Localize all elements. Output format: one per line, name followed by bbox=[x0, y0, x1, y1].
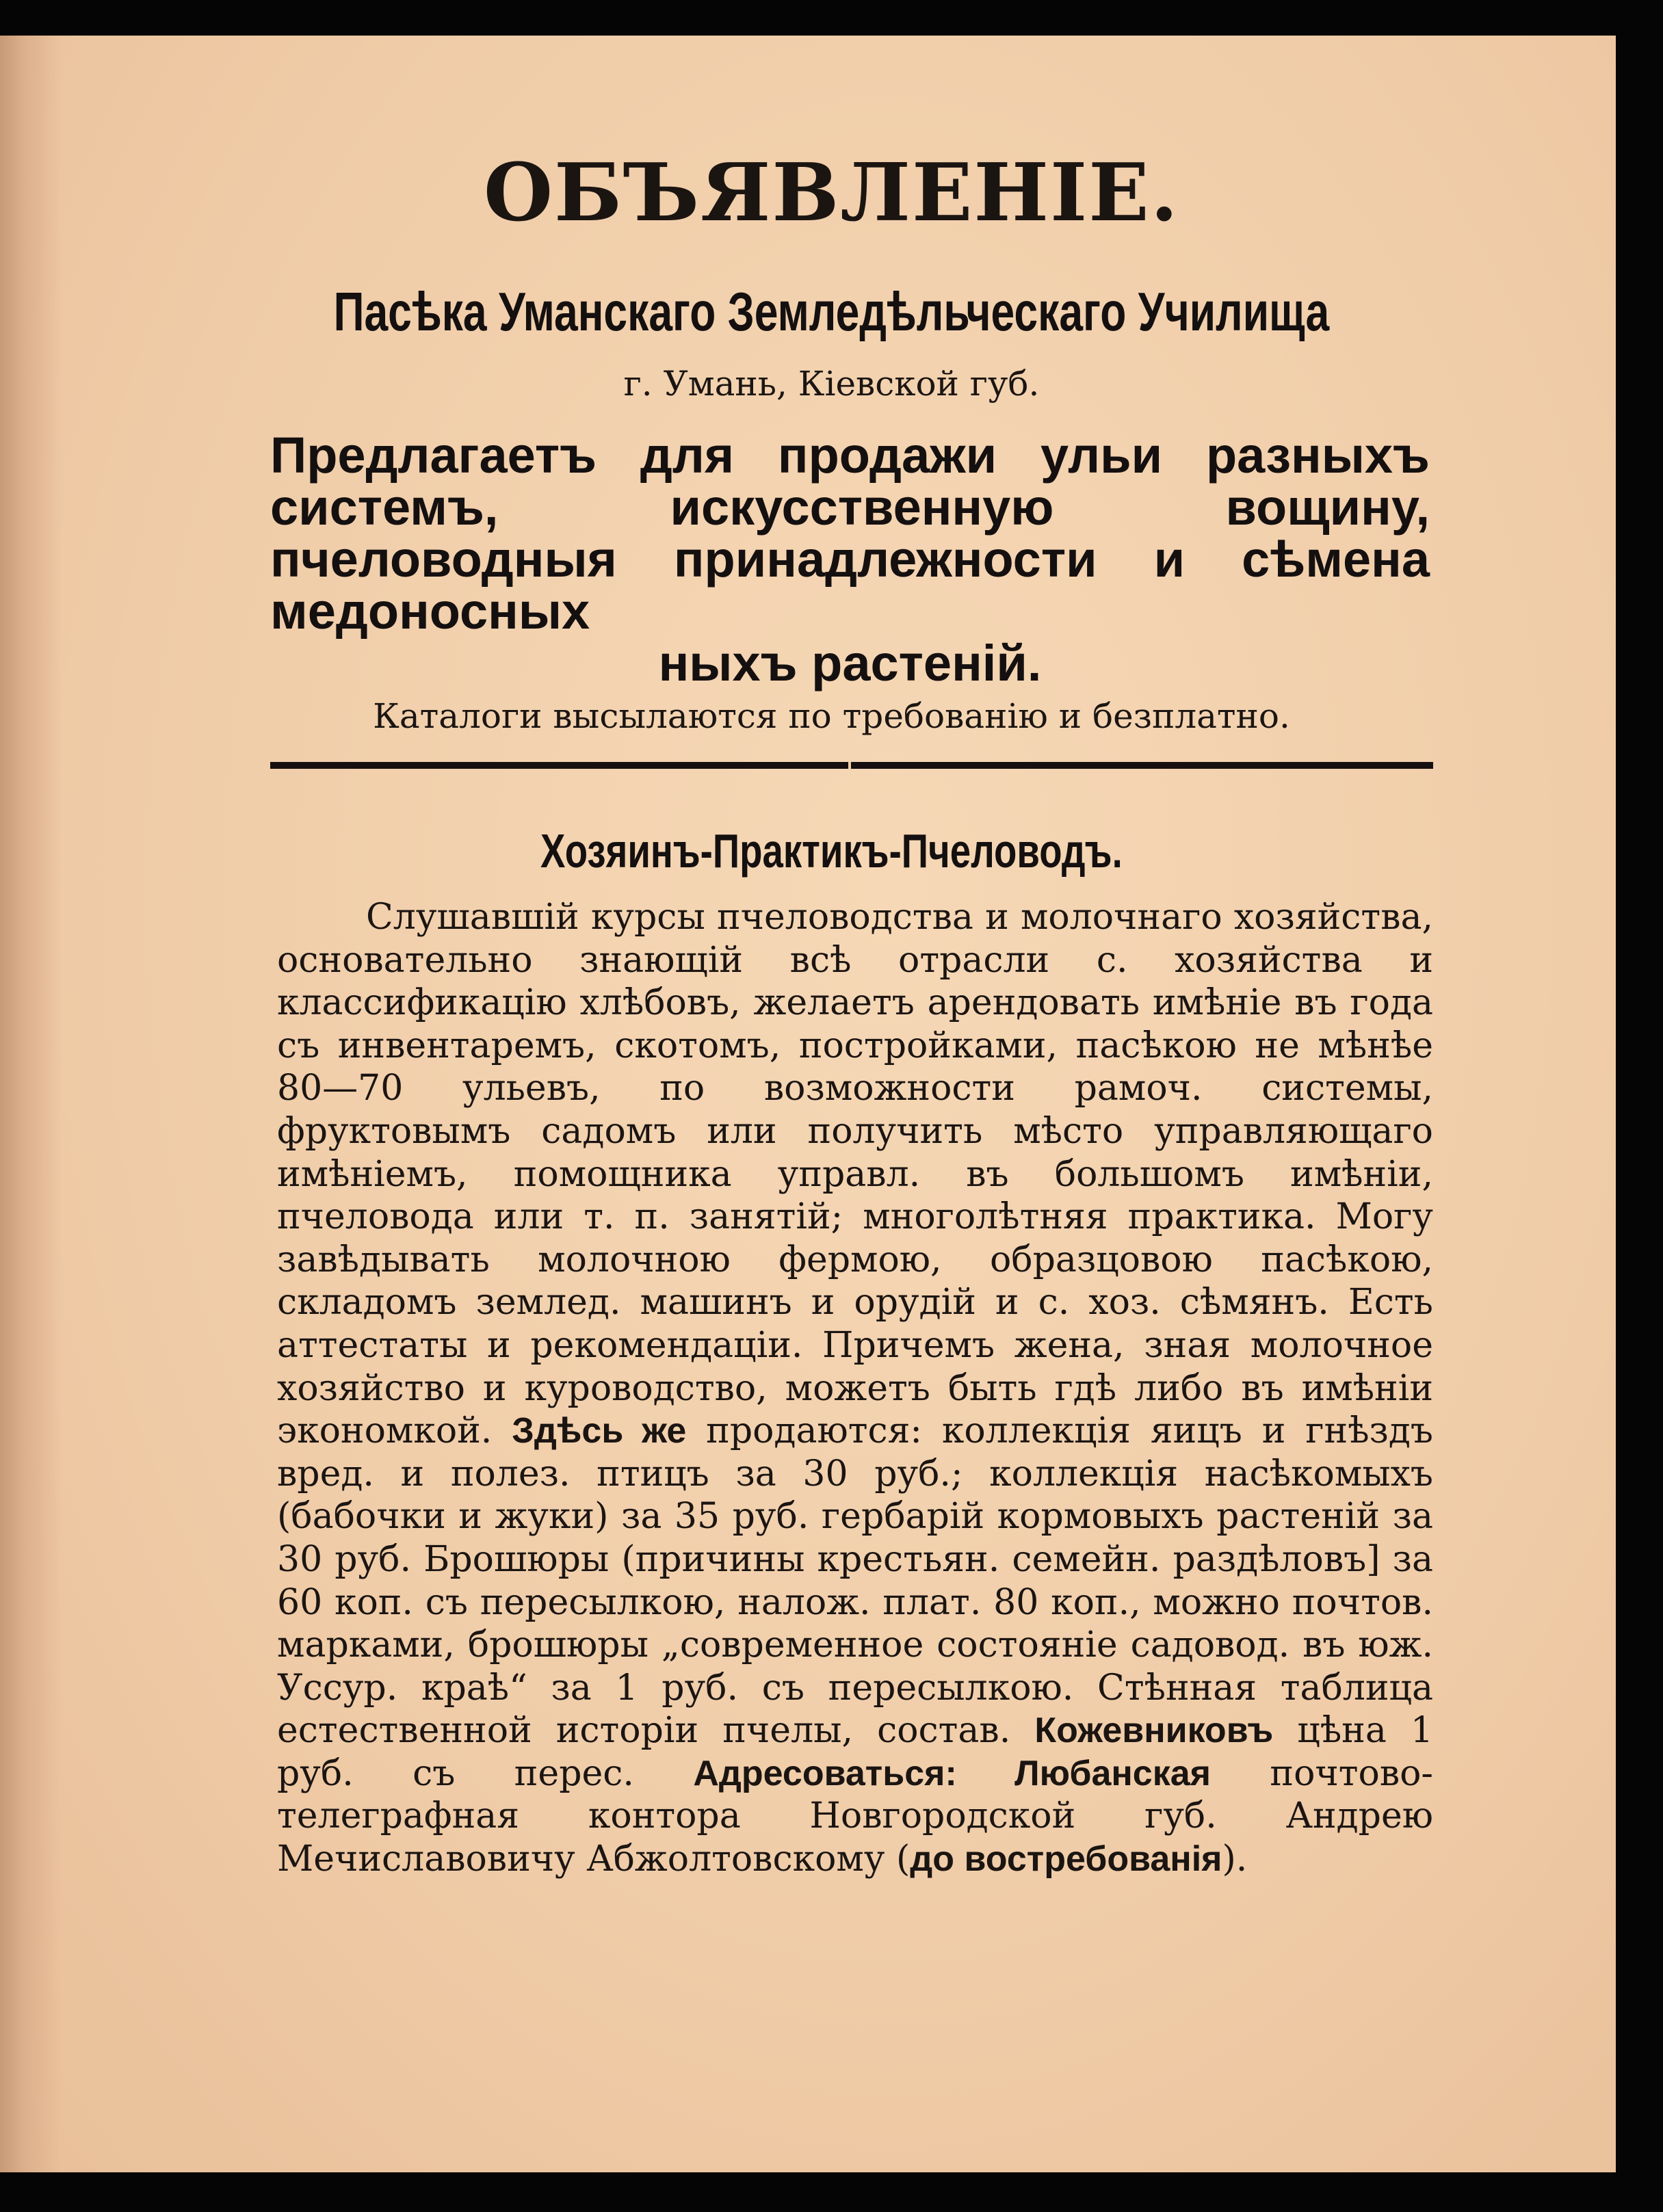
ad-bold-author: Кожевниковъ bbox=[1034, 1711, 1274, 1751]
ad-bold-address: Адресоваться: Любанская bbox=[693, 1753, 1211, 1793]
ad-text-2: продаются: коллекція яицъ и гнѣздъ вред. и полез. птицъ за 30 руб.; коллекція насѣкомыхъ (бабочки и жуки) за 35 руб. гербарій кормовыхъ растеній за 30 руб. Брошюры (причины крестьян. семейн. раздѣловъ] за 60 коп. съ пересылкою, налож. плат. 80 коп., можно почтов. марками, брошюры „современное состояніе садовод. въ юж. Уссур. краѣ“ за 1 руб. съ пересылкою. Стѣнная таблица естественной исторіи пчелы, состав. bbox=[277, 1410, 1434, 1752]
ad-body bbox=[277, 896, 1433, 1881]
ad-heading: Хозяинъ-Практикъ-Пчеловодъ. bbox=[540, 824, 1123, 878]
divider-rule bbox=[270, 762, 1433, 769]
ad-bold-poste: до востребованія bbox=[910, 1839, 1222, 1880]
offer-last-line: ныхъ растеній. bbox=[658, 635, 1042, 692]
school-name: Пасѣка Уманскаго Земледѣльческаго Училища bbox=[333, 281, 1330, 342]
ad-text-3: цѣна 1 руб. съ перес. bbox=[277, 1710, 1433, 1794]
offer-main: Предлагаетъ для продажи ульи разныхъ системъ, искусственную вощину, пчеловодныя принадлежности и сѣмена медоносных bbox=[270, 427, 1430, 640]
ad-bold-here: Здѣсь же bbox=[512, 1411, 687, 1451]
city-line: г. Умань, Кіевской губ. bbox=[623, 364, 1040, 404]
ad-text-5: ). bbox=[1222, 1839, 1248, 1880]
book-spine-shadow bbox=[0, 36, 62, 2172]
ad-text-4: почтово-телеграфная контора Новгородской губ. Андрею Мечиславовичу Абжолтовскому ( bbox=[277, 1752, 1433, 1880]
offer-text bbox=[270, 427, 1430, 692]
catalogs-line: Каталоги высылаются по требованію и безплатно. bbox=[373, 696, 1290, 736]
announcement-title: ОБЪЯВЛЕНІЕ. bbox=[483, 146, 1180, 239]
ad-text-1: Слушавшій курсы пчеловодства и молочнаго хозяйства, основательно знающій всѣ отрасли с. хозяйства и классификацію хлѣбовъ, желаетъ арендовать имѣніе въ года съ инвентаремъ, скотомъ, постройками, пасѣкою не мѣнѣе 80—70 ульевъ, по возможности рамоч. системы, фруктовымъ садомъ или получить мѣсто управляющаго имѣніемъ, помощника управл. въ большомъ имѣніи, пчеловода или т. п. занятій; многолѣтняя практика. Могу завѣдывать молочною фермою, образцовою пасѣкою, складомъ землед. машинъ и орудій и с. хоз. сѣмянъ. Есть аттестаты и рекомендаціи. Причемъ жена, зная молочное хозяйство и куроводство, можетъ быть гдѣ либо въ имѣніи экономкой. bbox=[277, 897, 1433, 1452]
divider-gap bbox=[848, 762, 851, 769]
